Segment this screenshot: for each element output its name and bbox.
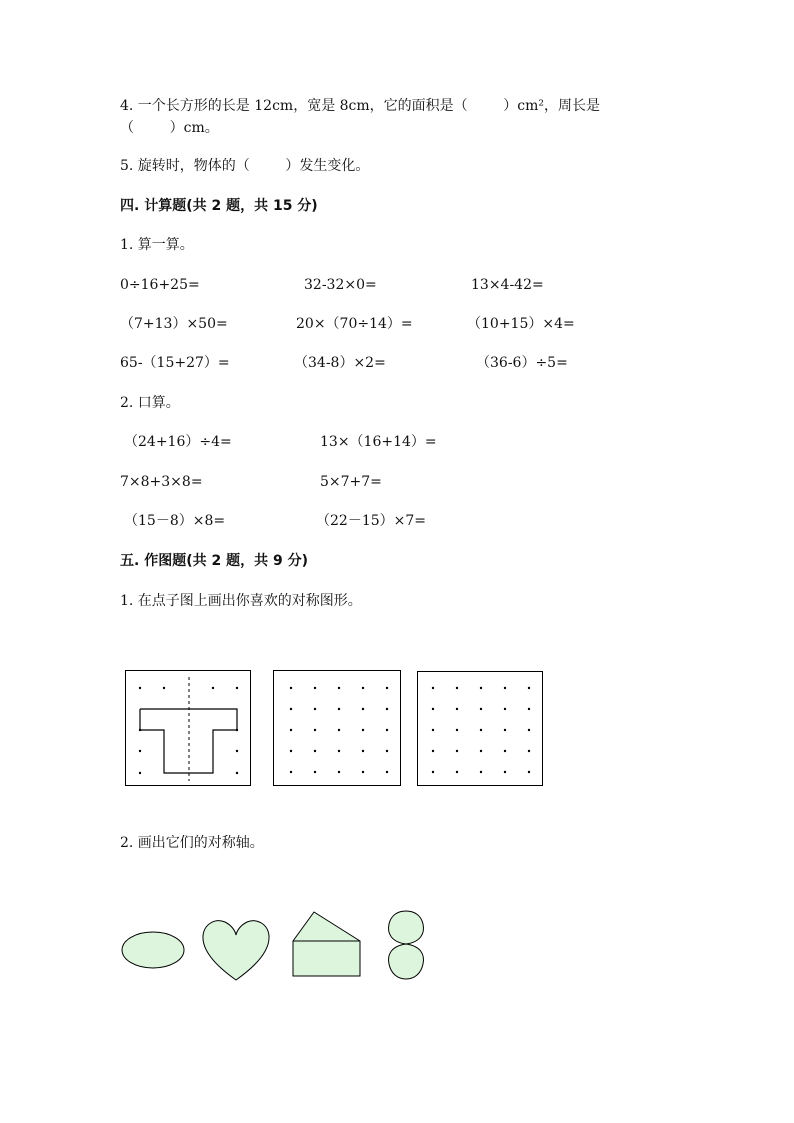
calc-item: （10+15）×4= [467, 316, 575, 332]
calc-item: （34-8）×2= [294, 355, 386, 371]
grid-dot [290, 771, 292, 773]
grid-dot [290, 687, 292, 689]
grid-dot [432, 750, 434, 752]
grid-dot [528, 687, 530, 689]
grid-dot [456, 750, 458, 752]
grid-dot [456, 687, 458, 689]
grid-dot [362, 771, 364, 773]
grid-dot [480, 750, 482, 752]
calc-item: （7+13）×50= [120, 316, 228, 332]
grid-dot [432, 687, 434, 689]
grid-dot [432, 729, 434, 731]
grid-dot [432, 708, 434, 710]
grid-dot [504, 750, 506, 752]
symmetry-shapes [115, 900, 445, 990]
grid-dot [456, 708, 458, 710]
grid-dot [290, 729, 292, 731]
mental-item: （24+16）÷4= [124, 434, 232, 450]
s4-p2-title: 2. 口算。 [120, 395, 180, 411]
grid-dot [362, 687, 364, 689]
grid-dot [456, 771, 458, 773]
grid-dot [528, 729, 530, 731]
grid-dot [528, 750, 530, 752]
mental-item: 5×7+7= [320, 474, 382, 490]
mental-item: （22－15）×7= [316, 513, 426, 529]
calc-item: 32-32×0= [304, 277, 377, 293]
grid-dot [338, 687, 340, 689]
heart-shape [203, 921, 269, 980]
section5-title: 五. 作图题(共 2 题，共 9 分) [120, 553, 308, 569]
grid-dot [480, 729, 482, 731]
grid-dot [504, 708, 506, 710]
grid-dot [362, 708, 364, 710]
dot-grid-blank[interactable] [273, 670, 401, 786]
grid-dot [386, 771, 388, 773]
q4-line2: （ ）cm。 [120, 120, 219, 136]
calc-item: （36-6）÷5= [476, 355, 568, 371]
calc-item: 0÷16+25= [120, 277, 200, 293]
grid-dot [480, 708, 482, 710]
grid-dot [290, 708, 292, 710]
grid-dot [338, 708, 340, 710]
dot-grid-blank[interactable] [417, 671, 543, 786]
grid-dot [362, 750, 364, 752]
grid-dot [314, 708, 316, 710]
s5-p1-title: 1. 在点子图上画出你喜欢的对称图形。 [120, 593, 362, 609]
grid-dot [480, 771, 482, 773]
grid-dot [528, 771, 530, 773]
grid-dot [338, 750, 340, 752]
grid-dot [386, 729, 388, 731]
calc-item: 65-（15+27）= [120, 355, 230, 371]
grid-dot [528, 708, 530, 710]
grid-dot [386, 750, 388, 752]
grid-dot [314, 687, 316, 689]
grid-dot [362, 729, 364, 731]
grid-dot [480, 687, 482, 689]
mental-item: 7×8+3×8= [120, 474, 203, 490]
dot-grid-dots [274, 671, 402, 787]
grid-dot [432, 771, 434, 773]
grid-dot [338, 771, 340, 773]
house-shape [293, 912, 360, 976]
dot-grid-dots [418, 672, 544, 787]
figure-eight-shape [389, 911, 424, 979]
dot-grid-example-drawing [126, 671, 252, 787]
calc-item: 13×4-42= [471, 277, 544, 293]
q4-line1: 4. 一个长方形的长是 12cm，宽是 8cm，它的面积是（ ）cm²，周长是 [120, 98, 600, 114]
grid-dot [314, 771, 316, 773]
section4-title: 四. 计算题(共 2 题，共 15 分) [120, 198, 318, 214]
grid-dot [314, 729, 316, 731]
grid-dot [338, 729, 340, 731]
grid-dot [504, 729, 506, 731]
grid-dot [314, 750, 316, 752]
grid-dot [386, 708, 388, 710]
grid-dot [290, 750, 292, 752]
calc-item: 20×（70÷14）= [296, 316, 413, 332]
grid-dot [504, 771, 506, 773]
grid-dot [456, 729, 458, 731]
s5-p2-title: 2. 画出它们的对称轴。 [120, 835, 264, 851]
grid-dot [386, 687, 388, 689]
s4-p1-title: 1. 算一算。 [120, 237, 194, 253]
mental-item: 13×（16+14）= [320, 434, 437, 450]
q5-text: 5. 旋转时，物体的（ ）发生变化。 [120, 158, 370, 174]
mental-item: （15－8）×8= [124, 513, 226, 529]
dot-grid-example [125, 670, 251, 786]
grid-dot [504, 687, 506, 689]
ellipse-shape [122, 932, 184, 968]
